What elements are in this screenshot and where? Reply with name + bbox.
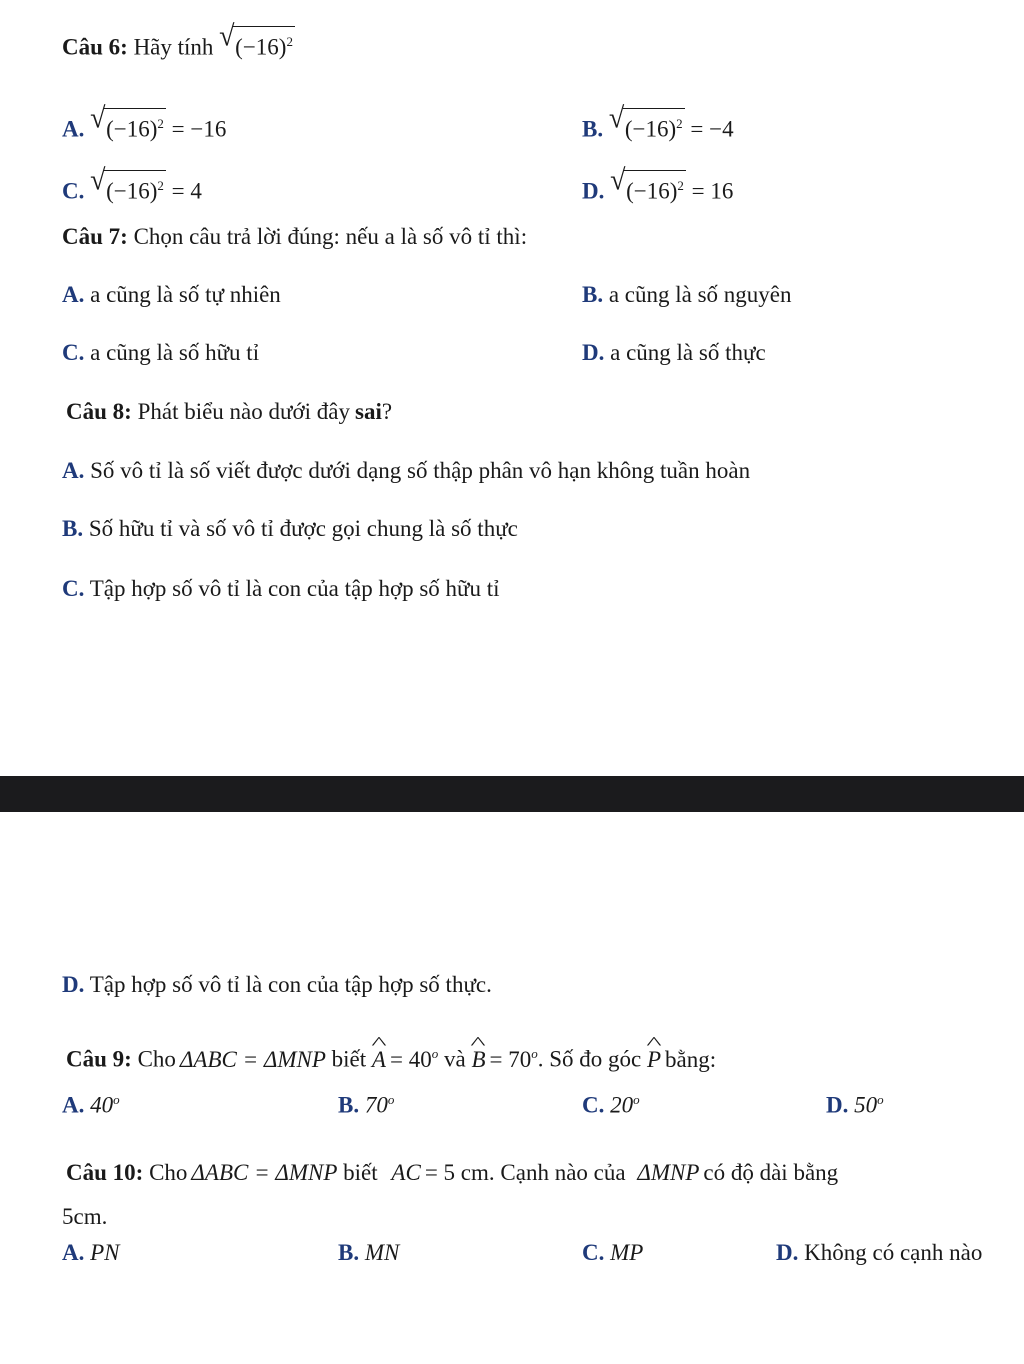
q6-option-b-label: B.: [582, 116, 604, 142]
q10-label: Câu 10:: [66, 1160, 144, 1185]
q7-option-c[interactable]: C. a cũng là số hữu tỉ: [62, 340, 260, 365]
q7-label: Câu 7:: [62, 224, 128, 249]
q7-option-a[interactable]: A. a cũng là số tự nhiên: [62, 282, 281, 307]
q8-question: Câu 8: Phát biểu nào dưới đây sai?: [66, 399, 393, 424]
q9-angle-a: ^ A: [372, 1045, 386, 1075]
q6-label: Câu 6:: [62, 34, 128, 60]
q8-label: Câu 8:: [66, 399, 132, 424]
q8-option-d[interactable]: D. Tập hợp số vô tỉ là con của tập hợp số thực.: [62, 972, 492, 997]
q6-option-d-rhs: = 16: [691, 178, 734, 204]
q9-option-c[interactable]: C. 20$^o$: [582, 1092, 640, 1118]
q6-option-a-label: A.: [62, 116, 85, 142]
q8-option-a[interactable]: A. Số vô tỉ là số viết được dưới dạng số thập phân vô hạn không tuần hoàn: [62, 458, 751, 483]
q7-question: [62, 222, 527, 252]
q8-emphasis: sai: [355, 399, 382, 424]
q10-option-c[interactable]: C. MP: [582, 1240, 644, 1265]
q6-option-d-label: D.: [582, 178, 605, 204]
q8-option-c[interactable]: C. Tập hợp số vô tỉ là con của tập hợp số hữu tỉ: [62, 576, 500, 601]
q7-option-b[interactable]: B. a cũng là số nguyên: [582, 282, 792, 307]
q6-option-c-label: C.: [62, 178, 85, 204]
q9-triangles: ΔABC = ΔMNP: [179, 1046, 326, 1072]
q6-option-b[interactable]: B. √ $(-16)^2 = -4$: [582, 108, 734, 145]
q9-angle-p: ^ P: [647, 1045, 661, 1075]
q6-option-d[interactable]: D. √ $(-16)^2 = 16$: [582, 170, 733, 207]
q6-option-c[interactable]: C. √ $(-16)^2 = 4$: [62, 170, 202, 207]
q9-angle-b: ^ B: [471, 1045, 485, 1075]
q10-question: Câu 10: Cho ΔABC = ΔMNP biết AC = 5 cm. Cạnh nào của ΔMNP có độ dài bằng: [66, 1160, 839, 1185]
q9-option-d[interactable]: D. 50$^o$: [826, 1092, 884, 1118]
q10-continuation: 5cm.: [62, 1204, 108, 1229]
q6-question: [62, 20, 295, 63]
q8-option-b[interactable]: B. Số hữu tỉ và số vô tỉ được gọi chung là số thực: [62, 516, 518, 541]
q6-option-c-rhs: = 4: [171, 178, 202, 204]
q6-sqrt: √ $(-16)^2$: [219, 26, 295, 63]
q10-option-a[interactable]: A. PN: [62, 1240, 120, 1265]
q7-option-d[interactable]: D. a cũng là số thực: [582, 340, 766, 365]
q9-option-b[interactable]: B. 70$^o$: [338, 1092, 395, 1118]
q10-option-d[interactable]: D. Không có cạnh nào: [776, 1240, 983, 1265]
q9-label: Câu 9:: [66, 1046, 132, 1072]
q6-option-a-rhs: = −16: [171, 116, 227, 142]
page-break-band: [0, 776, 1024, 812]
q7-text: Chọn câu trả lời đúng: nếu a là số vô tỉ thì:: [133, 224, 528, 249]
q9-question: Câu 9: Cho ΔABC = ΔMNP biết ^ $A = 40^o$ và ^ $B = 70^o$. Số đo góc ^ P bằng:: [66, 1039, 716, 1075]
q6-option-b-rhs: = −4: [690, 116, 734, 142]
q9-option-a[interactable]: A. 40$^o$: [62, 1092, 120, 1118]
q10-option-b[interactable]: B. MN: [338, 1240, 400, 1265]
q6-option-a[interactable]: A. √ $(-16)^2 = -16$: [62, 108, 226, 145]
q6-text: Hãy tính: [133, 34, 214, 60]
